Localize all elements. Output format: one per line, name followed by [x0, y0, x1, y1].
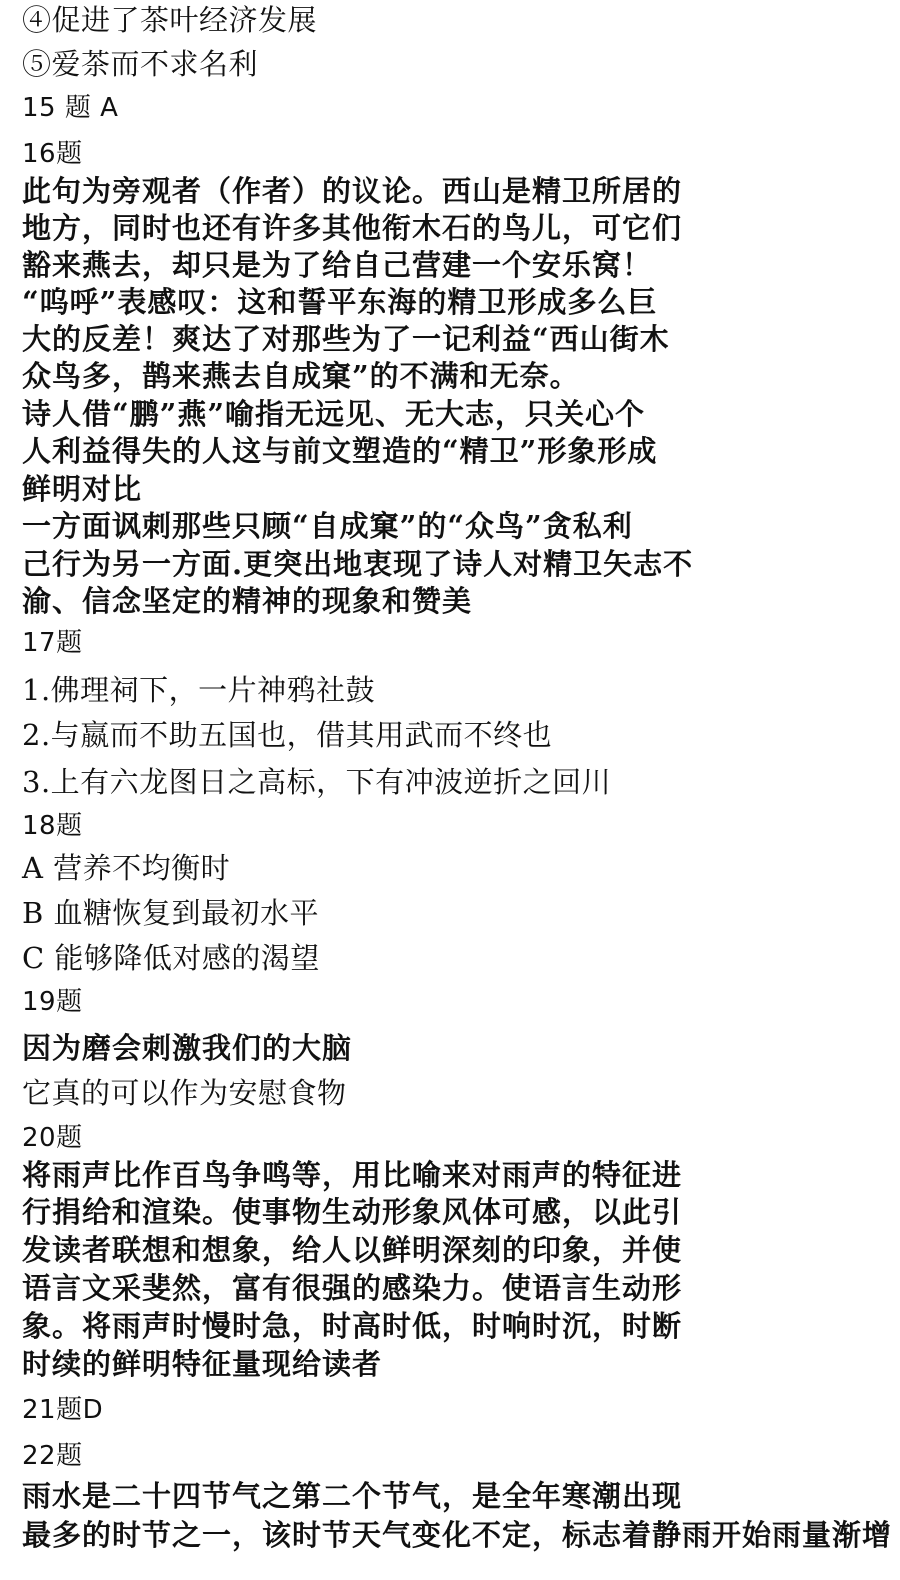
q20-text-line: 语言文采斐然，富有很强的感染力。使语言生动形	[22, 1271, 683, 1305]
question-22-heading: 22题	[22, 1441, 83, 1471]
q17-answer-2: 2.与嬴而不助五国也，借其用武而不终也	[22, 718, 553, 752]
q20-text-line: 发读者联想和想象，给人以鲜明深刻的印象，并使	[22, 1233, 683, 1267]
q22-text-line: 最多的时节之一，该时节天气变化不定，标志着静雨开始雨量渐增	[22, 1518, 893, 1552]
q18-answer-a: A 营养不均衡时	[22, 851, 231, 885]
q16-text-line: 大的反差！爽达了对那些为了一记利益“西山街木	[22, 322, 670, 356]
q16-text-line: “呜呼”表感叹：这和誓平东海的精卫形成多么巨	[22, 285, 658, 319]
q17-answer-3: 3.上有六龙图日之高标，下有冲波逆折之回川	[22, 765, 612, 799]
q19-answer-line: 因为磨会刺激我们的大脑	[22, 1031, 353, 1065]
q20-text-line: 将雨声比作百鸟争鸣等，用比喻来对雨声的特征进	[22, 1158, 683, 1192]
q16-text-line: 诗人借“鹏”燕”喻指无远见、无大志，只关心个	[22, 397, 646, 431]
question-15-answer: 15 题 A	[22, 93, 119, 123]
answer-item-5: ⑤爱茶而不求名利	[22, 47, 259, 81]
q16-text-line: 一方面讽刺那些只顾“自成窠”的“众鸟”贪私利	[22, 509, 633, 543]
q17-answer-1: 1.佛理祠下，一片神鸦社鼓	[22, 673, 376, 707]
q20-text-line: 象。将雨声时慢时急，时高时低，时响时沉，时断	[22, 1309, 683, 1343]
q20-text-line: 行捐给和渲染。使事物生动形象风体可感，以此引	[22, 1195, 683, 1229]
q16-text-line: 此句为旁观者（作者）的议论。西山是精卫所居的	[22, 174, 683, 208]
question-21-answer: 21题D	[22, 1395, 104, 1425]
q16-text-line: 地方，同时也还有许多其他衔木石的鸟儿，可它们	[22, 211, 683, 245]
q18-answer-b: B 血糖恢复到最初水平	[22, 896, 320, 930]
q16-text-line: 豁来燕去，却只是为了给自己营建一个安乐窝！	[22, 248, 653, 282]
q16-text-line: 众鸟多，鹊来燕去自成窠”的不满和无奈。	[22, 359, 580, 393]
q16-text-line: 渝、信念坚定的精神的现象和赞美	[22, 584, 473, 618]
question-19-heading: 19题	[22, 987, 83, 1017]
q16-text-line: 己行为另一方面.更突出地衷现了诗人对精卫矢志不	[22, 547, 694, 581]
q16-text-line: 鲜明对比	[22, 472, 143, 506]
question-16-heading: 16题	[22, 139, 83, 169]
q20-text-line: 时续的鲜明特征量现给读者	[22, 1347, 383, 1381]
q22-text-line: 雨水是二十四节气之第二个节气，是全年寒潮出现	[22, 1479, 683, 1513]
q16-text-line: 人利益得失的人这与前文塑造的“精卫”形象形成	[22, 434, 658, 468]
question-17-heading: 17题	[22, 628, 83, 658]
question-18-heading: 18题	[22, 811, 83, 841]
q19-answer-line: 它真的可以作为安慰食物	[22, 1076, 347, 1110]
answer-item-4: ④促进了茶叶经济发展	[22, 3, 318, 37]
question-20-heading: 20题	[22, 1123, 83, 1153]
q18-answer-c: C 能够降低对感的渴望	[22, 941, 320, 975]
